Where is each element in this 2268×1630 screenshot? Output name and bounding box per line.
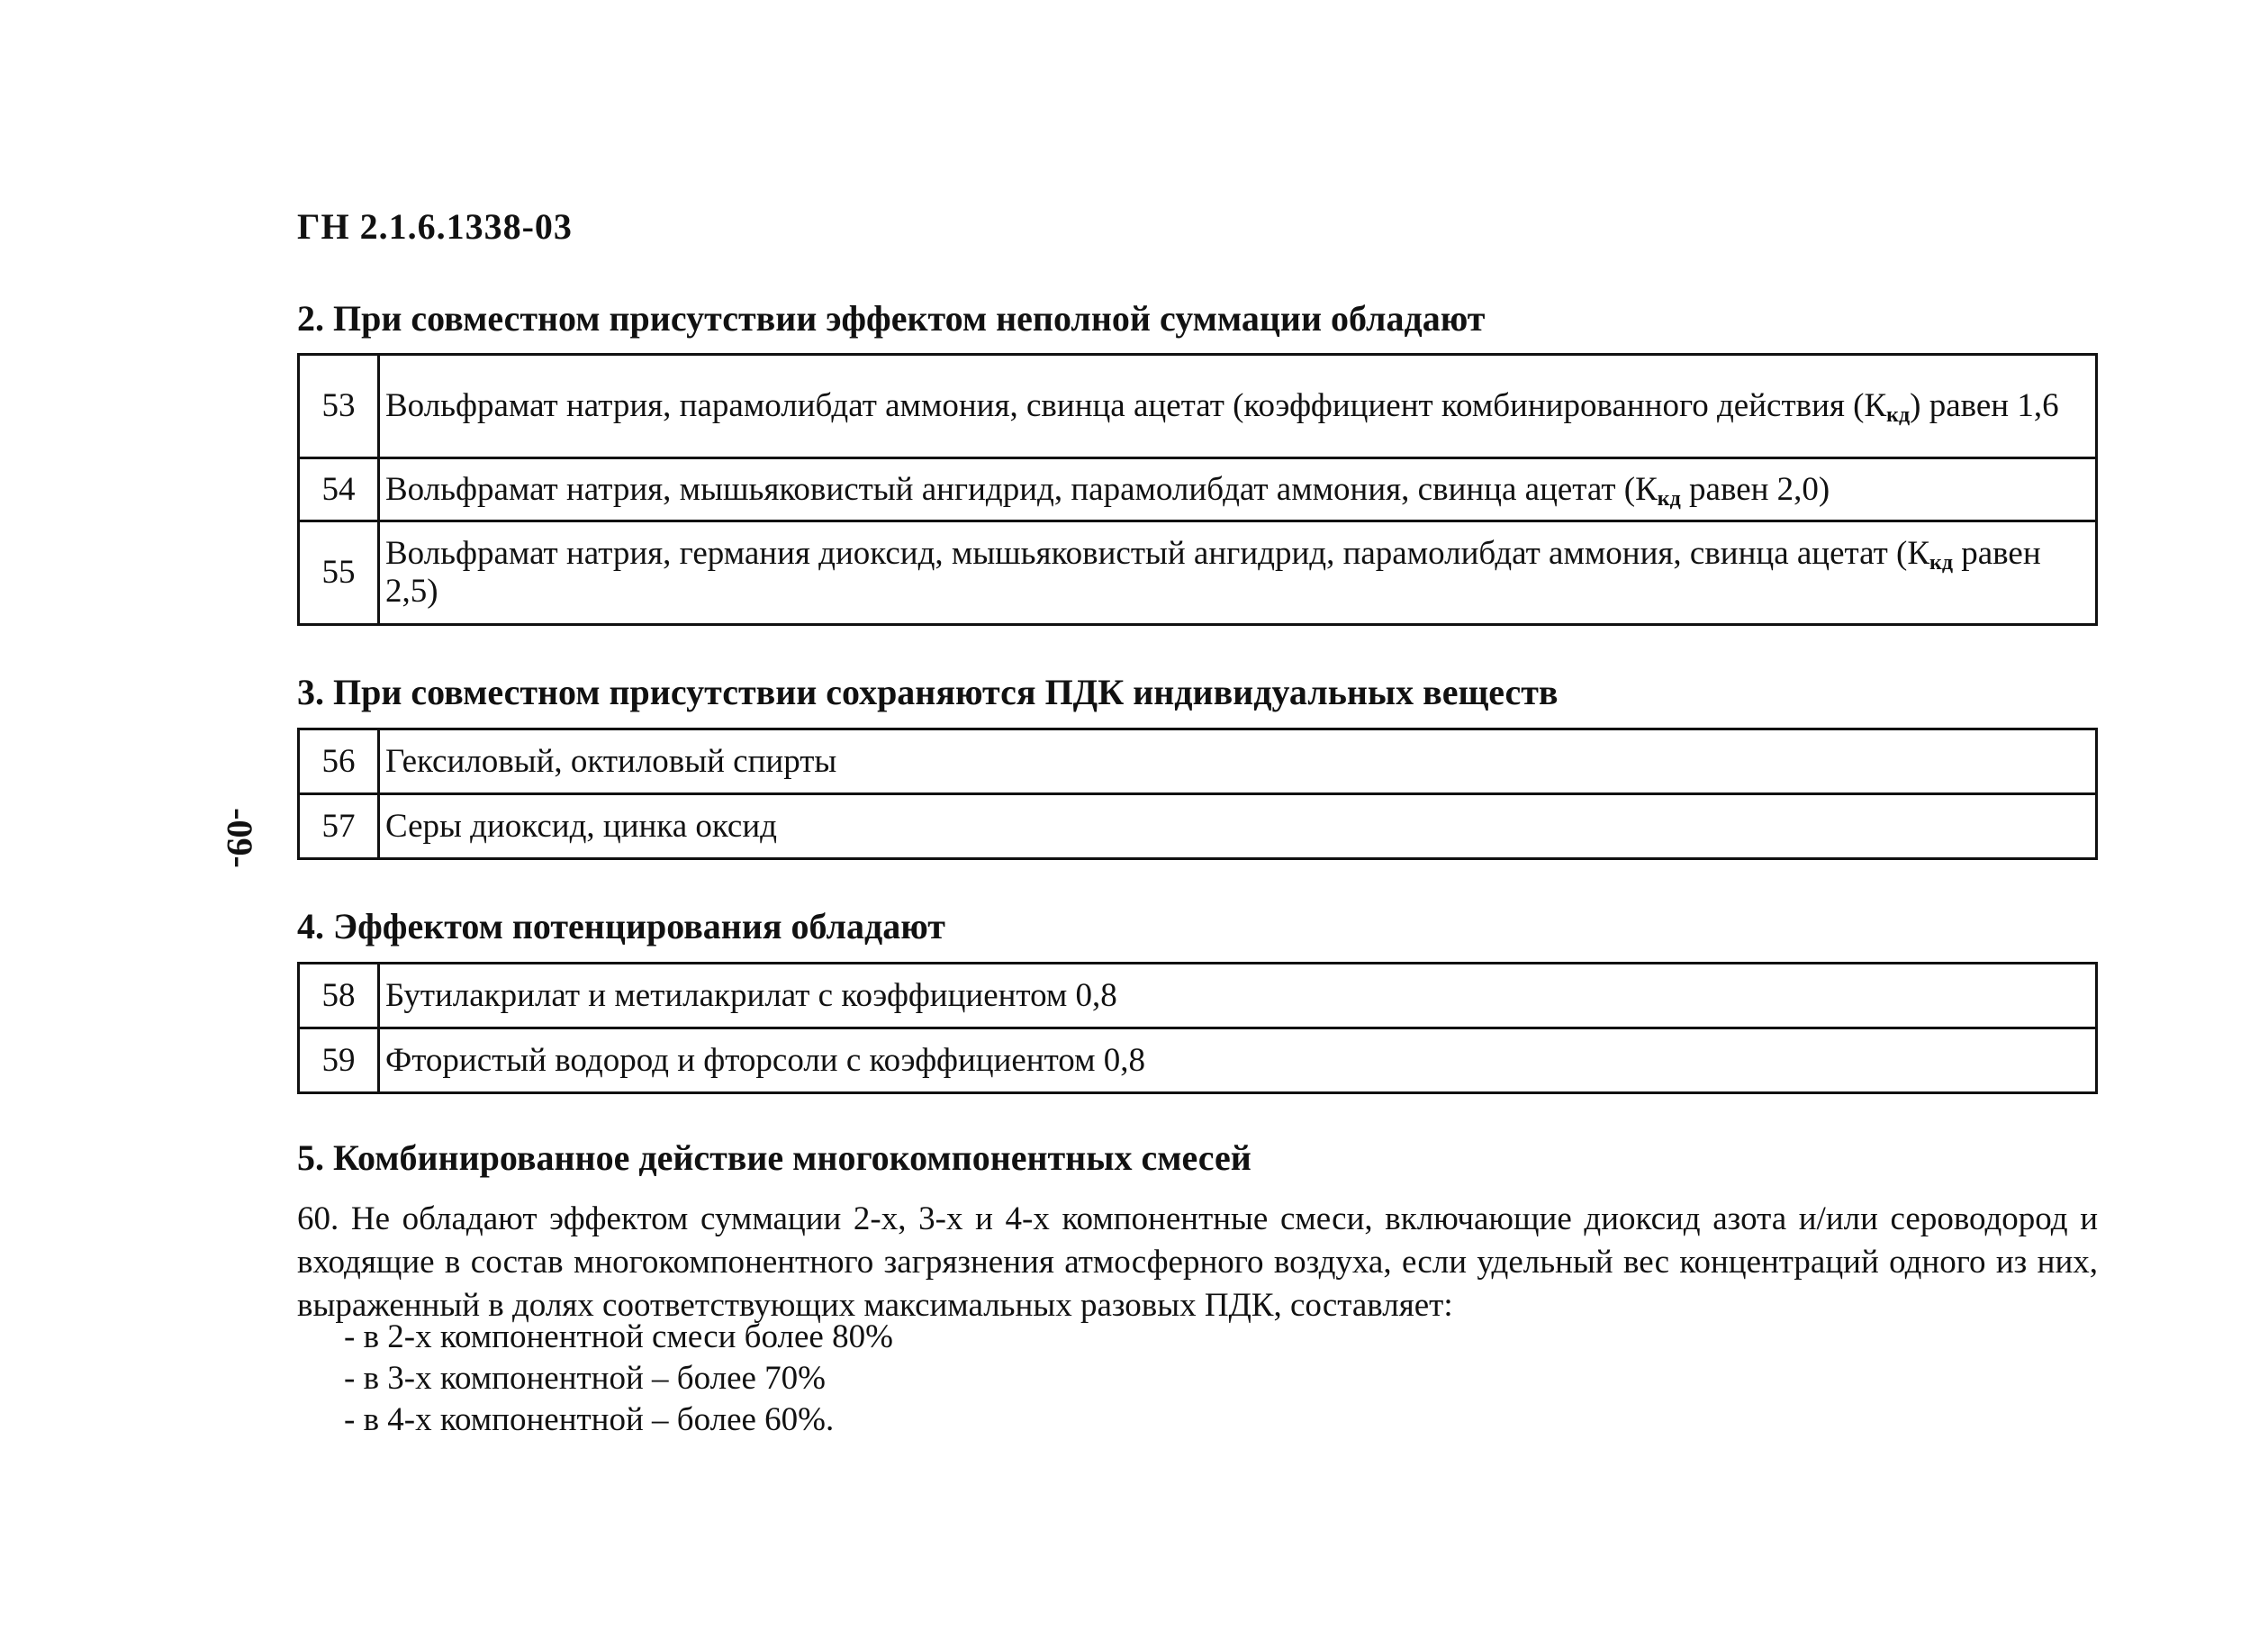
row-text-tail: ) равен 1,6 xyxy=(1910,387,2059,424)
list-item: - в 2-х компонентной смеси более 80% xyxy=(344,1318,893,1355)
table-row xyxy=(299,794,2097,859)
list-item: - в 4-х компонентной – более 60%. xyxy=(344,1401,835,1438)
list-item: - в 3-х компонентной – более 70% xyxy=(344,1360,826,1397)
table-row xyxy=(299,964,2097,1028)
row-text-main: Вольфрамат натрия, германия диоксид, мышьяковистый ангидрид, парамолибдат аммония, свинца ацетат (К xyxy=(385,535,1930,572)
table-potentiation xyxy=(297,962,2098,1094)
paragraph-60: 60. Не обладают эффектом суммации 2-х, 3-х и 4-х компонентные смеси, включающие диоксид азота и/или сероводород и входящие в состав многокомпонентного загрязнения атмосферного воздуха, если удельный вес концентраций одного из них, выраженный в долях соответствующих максимальных разовых ПДК, составляет: xyxy=(297,1200,2098,1324)
table-row xyxy=(299,355,2097,458)
row-number: 58 xyxy=(299,964,379,1028)
row-text: Серы диоксид, цинка оксид xyxy=(379,794,2097,859)
row-number: 53 xyxy=(299,355,379,458)
table-row xyxy=(299,1028,2097,1093)
document-code: ГН 2.1.6.1338-03 xyxy=(297,206,573,247)
row-number: 56 xyxy=(299,729,379,794)
row-text: Бутилакрилат и метилакрилат с коэффициентом 0,8 xyxy=(379,964,2097,1028)
section-title-4: 4. Эффектом потенцирования обладают xyxy=(297,906,945,946)
row-text-subscript: кд xyxy=(1929,551,1953,575)
page-number xyxy=(212,807,267,868)
row-text xyxy=(379,521,2097,625)
bullet-list xyxy=(344,1317,893,1441)
table-row xyxy=(299,458,2097,521)
table-row xyxy=(299,729,2097,794)
section-title-2: 2. При совместном присутствии эффектом неполной суммации обладают xyxy=(297,298,1486,339)
row-text-subscript: кд xyxy=(1886,403,1911,427)
row-number: 54 xyxy=(299,458,379,521)
page-number-text: -09- xyxy=(219,807,260,868)
row-text: Гексиловый, октиловый спирты xyxy=(379,729,2097,794)
row-number: 57 xyxy=(299,794,379,859)
section-title-3: 3. При совместном присутствии сохраняются ПДК индивидуальных веществ xyxy=(297,672,1559,712)
table-individual-mac xyxy=(297,728,2098,860)
row-number: 59 xyxy=(299,1028,379,1093)
row-text-main: Вольфрамат натрия, мышьяковистый ангидрид, парамолибдат аммония, свинца ацетат (К xyxy=(385,470,1658,508)
row-text-subscript: кд xyxy=(1657,486,1681,511)
row-text-tail: равен 2,0) xyxy=(1680,470,1830,508)
row-number: 55 xyxy=(299,521,379,625)
table-incomplete-summation xyxy=(297,353,2098,626)
table-row xyxy=(299,521,2097,625)
section-title-5: 5. Комбинированное действие многокомпонентных смесей xyxy=(297,1137,1251,1178)
row-text-tail: равен 2,5) xyxy=(385,535,2041,610)
row-text xyxy=(379,355,2097,458)
row-text: Фтористый водород и фторсоли с коэффициентом 0,8 xyxy=(379,1028,2097,1093)
row-text-main: Вольфрамат натрия, парамолибдат аммония, свинца ацетат (коэффициент комбинированного действия (К xyxy=(385,387,1887,424)
row-text xyxy=(379,458,2097,521)
